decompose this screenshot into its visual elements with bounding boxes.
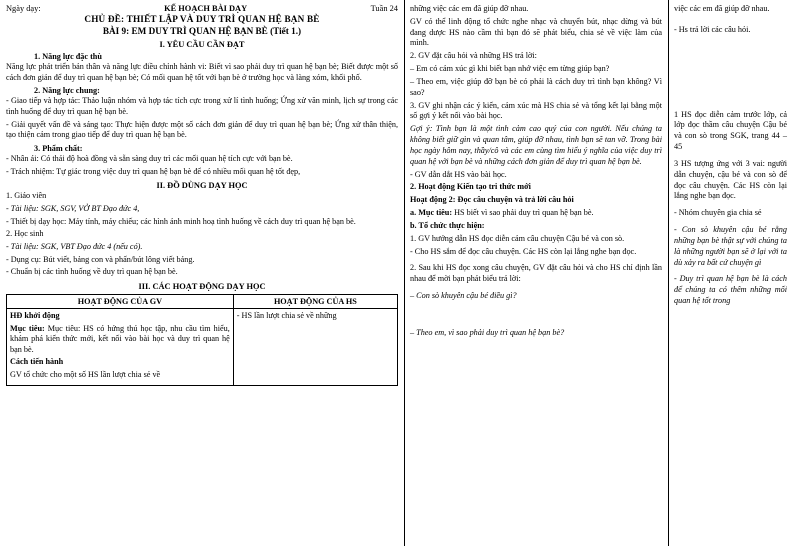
col2-h5-full: HS biết vì sao phải duy trì quan hệ bạn bè. (454, 208, 594, 218)
table-row (7, 308, 398, 385)
section-2-t2: - Tài liệu: SGK, SGV, VỞ BT Đạo đức 4, (6, 203, 140, 213)
col3-p4: 3 HS tượng ứng với 3 vai: người dẫn chuyện, cậu bé và con sò để đọc câu chuyện. Các HS còn lại lắng nghe bạn đọc. (674, 158, 787, 201)
col3-p3: 1 HS đọc diễn cảm trước lớp, cả lớp đọc thầm câu chuyện Cậu bé và con sò trong SGK, trang 44 – 45 (674, 109, 787, 152)
section-1-sub-3: 3. Phẩm chất: (34, 143, 83, 153)
table-header-row (7, 294, 398, 308)
col3-p6: - Con sò khuyên cậu bé rằng những bạn bè thật sự với chúng ta là những người bạn sẽ ở lại với ta dù xảy ra bất cứ chuyện gì (674, 225, 787, 267)
col3-p1: việc các em đã giúp đỡ nhau. (674, 4, 770, 13)
col2-p4: – Theo em, việc giúp đỡ bạn bè có phải là cách duy trì tình bạn không? Vì sao? (410, 76, 662, 97)
column-divider-1 (404, 0, 405, 546)
column-header-hs: HOẠT ĐỘNG CỦA HS (233, 294, 397, 308)
col2-q2: – Theo em, vì sao phải duy trì quan hệ bạn bè? (410, 327, 565, 337)
gv-line-2: Mục tiêu: Mục tiêu: HS có hứng thú học tập, nhu cầu tìm hiểu, khám phá kiến thức mới, kết nối vào bài học và duy trì quan hệ bạn bè. (10, 323, 230, 354)
section-3-heading: III. CÁC HOẠT ĐỘNG DẠY HỌC (138, 281, 266, 291)
section-1-sub-2: 2. Năng lực chung: (34, 86, 100, 96)
col2-h4: Hoạt động 2: Đọc câu chuyện và trả lời câu hỏi (410, 195, 574, 205)
gv-line-3: Cách tiến hành (10, 357, 64, 367)
col3-p5: - Nhóm chuyên gia chia sẻ (674, 208, 762, 218)
col2-p2: GV có thể linh động tổ chức nghe nhạc và chuyển bút, nhạc dừng và bút đang dược HS nào cầm thì bạn đó sẽ phát biểu, chia sẻ về việc làm của mình. (410, 16, 662, 48)
col2-h3: 2. Hoạt động Kiến tạo tri thức mới (410, 182, 531, 192)
section-2-t3: - Thiết bị dạy học: Máy tính, máy chiếu; các hình ảnh minh hoạ tình huống về cách duy trì quan hệ bạn bè. (6, 216, 356, 226)
column-divider-2 (668, 0, 669, 546)
section-1-sub-1: 1. Năng lực đặc thù (34, 52, 102, 61)
col2-p3: – Em có cảm xúc gì khi biết bạn nhớ việc em từng giúp bạn? (410, 64, 610, 74)
section-1-p4: - Nhân ái: Có thái độ hoà đồng và sẵn sàng duy trì các mối quan hệ tích cực với bạn bè. (6, 153, 293, 163)
column-middle (404, 0, 668, 546)
section-2-t6: - Dụng cụ: Bút viết, bảng con và phấn/bút lông viết bảng. (6, 254, 195, 264)
document-header (6, 4, 398, 13)
week-label: Tuần 24 (370, 4, 398, 13)
section-2-t1: 1. Giáo viên (6, 191, 47, 201)
col2-p1: những việc các em đã giúp đỡ nhau. (410, 4, 529, 13)
col2-goiy: Gợi ý: Tình bạn là một tình cảm cao quý của con người. Nếu chúng ta không biết giữ gìn và quan tâm, giúp đỡ nhau, tình bạn sẽ tan vỡ. Trong bài học ngày hôm nay, thầy/cô và các em cùng tìm hiểu ý nghĩa của việc duy trì quan hệ với bạn bè và những cách đơn giản để duy trì quan hệ bạn bè. (410, 124, 662, 166)
col2-p7: - Cho HS sắm để đọc câu chuyện. Các HS còn lại lắng nghe bạn đọc. (410, 246, 637, 256)
col2-p8: 2. Sau khi HS đọc xong câu chuyện, GV đặt câu hỏi và cho HS chỉ định lần nhau để mời bạn phát biểu trả lời: (410, 263, 662, 284)
col2-h1: 2. GV đặt câu hỏi và những HS trả lời: (410, 51, 537, 61)
column-header-gv: HOẠT ĐỘNG CỦA GV (7, 294, 234, 308)
section-1-heading: I. YÊU CẦU CẦN ĐẠT (159, 40, 245, 49)
column-right (668, 0, 793, 546)
gv-line-4: GV tổ chức cho một số HS lần lượt chia sẻ về (10, 370, 161, 380)
date-label: Ngày dạy: (6, 4, 41, 13)
topic-title: CHỦ ĐỀ: THIẾT LẬP VÀ DUY TRÌ QUAN HỆ BẠN BÈ (84, 14, 320, 24)
col3-p7: - Duy trì quan hệ bạn bè là cách để chúng ta có thêm những mối quan hệ tốt trong (674, 274, 787, 306)
section-1-p2: - Giao tiếp và hợp tác: Thảo luận nhóm và hợp tác tích cực trong xử lí tình huống; Ứng xử văn minh, lịch sự trong các tình huống để duy trì quan hệ bạn bè. (6, 96, 398, 116)
col2-h6: b. Tổ chức thực hiện: (410, 220, 485, 230)
col2-h5: a. Mục tiêu: HS biết vì sao phải duy trì quan hệ bạn bè. (410, 208, 594, 218)
col3-p2: - Hs trả lời các câu hỏi. (674, 24, 751, 34)
section-2-t7: - Chuẩn bị các tình huống về duy trì quan hệ bạn bè. (6, 267, 178, 277)
cell-hs (233, 308, 397, 385)
section-2-t4: 2. Học sinh (6, 229, 44, 239)
section-1-p3: - Giải quyết vấn đề và sáng tạo: Thực hiện được một số cách đơn giản để duy trì quan hệ bạn bè; Ứng xử thân thiện, tạo thiện cảm trong giao tiếp để duy trì quan hệ bạn bè. (6, 119, 398, 140)
col2-q1: – Con sò khuyên cậu bé điều gì? (410, 291, 517, 301)
col2-p5: - GV dẫn dắt HS vào bài học. (410, 169, 507, 179)
gv-line-2-text: Mục tiêu: HS có hứng thú học tập, nhu cầu tìm hiểu, khám phá kiến thức mới, kết nối vào bài học và duy trì quan hệ bạn bè. (10, 323, 230, 354)
lesson-title: BÀI 9: EM DUY TRÌ QUAN HỆ BẠN BÈ (Tiết 1.) (102, 26, 302, 36)
hs-line-1: - HS lần lượt chia sẻ về những (236, 310, 337, 320)
section-1-p1: Năng lực phát triển bản thân và năng lực điều chỉnh hành vi: Biết vì sao phải duy trì quan hệ bạn bè; Biết được một số cách đơn giản để duy trì quan hệ bạn bè; Có mối quan hệ tốt với bạn bè ở trường học và làng xóm, khối phố. (6, 62, 398, 82)
col2-h2: 3. GV ghi nhận các ý kiến, cảm xúc mà HS chia sẻ và tổng kết lại bằng một số gợi ý kết nối vào bài học. (410, 100, 662, 121)
section-2-heading: II. ĐỒ DÙNG DẠY HỌC (156, 181, 248, 191)
section-2-t5: - Tài liệu: SGK, VBT Đạo đức 4 (nếu có). (6, 241, 143, 251)
section-1-p5: - Trách nhiệm: Tự giác trong việc duy trì quan hệ bạn bè để có nhiều mối quan hệ tốt đẹp, (6, 166, 301, 176)
doc-title: KẾ HOẠCH BÀI DẠY (164, 4, 248, 13)
col2-p6: 1. GV hướng dẫn HS đọc diễn cảm câu chuyện Cậu bé và con sò. (410, 233, 625, 243)
cell-gv (7, 308, 234, 385)
gv-line-1: HĐ khởi động (10, 310, 60, 320)
activities-table (6, 294, 398, 386)
